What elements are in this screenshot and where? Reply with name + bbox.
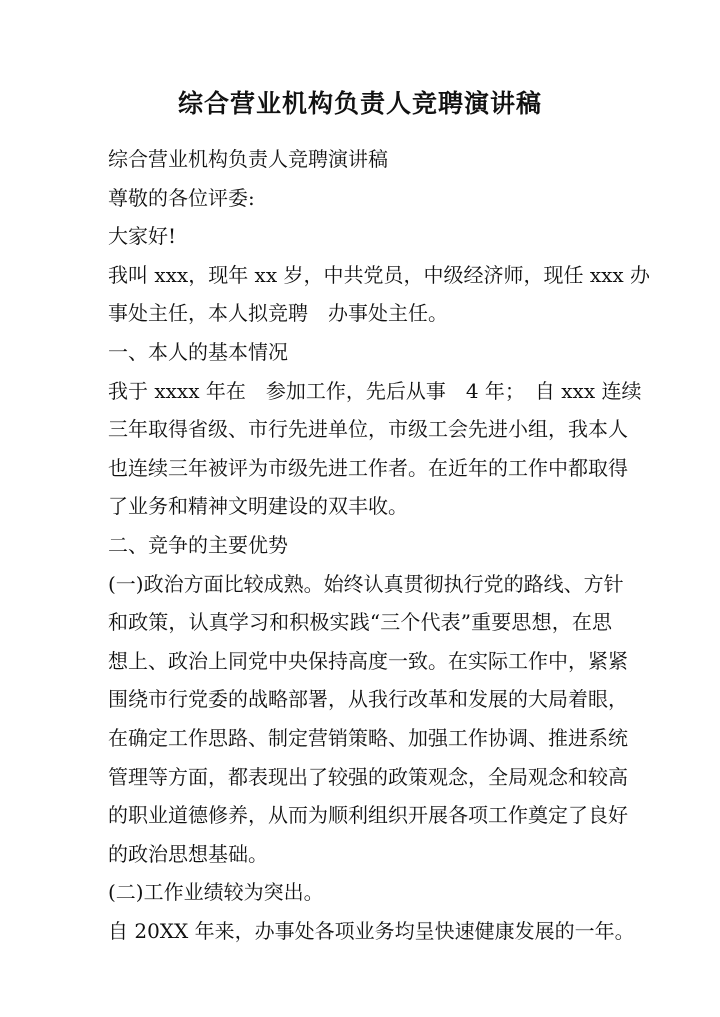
paragraph-line: 我于 xxxx 年在 参加工作，先后从事 4 年； 自 xxx 连续 — [108, 378, 642, 403]
paragraph-line: 了业务和精神文明建设的双丰收。 — [108, 494, 408, 519]
paragraph-line: (一)政治方面比较成熟。始终认真贯彻执行党的路线、方针 — [108, 571, 624, 596]
paragraph-line: 管理等方面，都表现出了较强的政策观念，全局观念和较高 — [108, 764, 628, 789]
document-title: 综合营业机构负责人竞聘演讲稿 — [177, 89, 542, 118]
paragraph-line: 围绕市行党委的战略部署，从我行改革和发展的大局着眼， — [108, 687, 628, 712]
greeting-line: 大家好! — [108, 224, 177, 249]
paragraph-line: 在确定工作思路、制定营销策略、加强工作协调、推进系统 — [108, 725, 628, 750]
section-heading: 二、竞争的主要优势 — [108, 532, 288, 557]
subtitle-line: 综合营业机构负责人竞聘演讲稿 — [108, 147, 388, 171]
paragraph-line: 我叫 xxx，现年 xx 岁，中共党员，中级经济师，现任 xxx 办 — [108, 262, 651, 287]
paragraph-line: 的政治思想基础。 — [108, 841, 268, 866]
section-heading: 一、本人的基本情况 — [108, 339, 288, 364]
document-body — [108, 140, 651, 950]
paragraph-line: 和政策，认真学习和积极实践“三个代表”重要思想，在思 — [108, 610, 612, 635]
salutation-line: 尊敬的各位评委: — [108, 185, 255, 210]
paragraph-line: 事处主任，本人拟竞聘 办事处主任。 — [108, 301, 448, 326]
paragraph-line: 也连续三年被评为市级先进工作者。在近年的工作中都取得 — [108, 455, 628, 480]
paragraph-line: 想上、政治上同党中央保持高度一致。在实际工作中，紧紧 — [108, 648, 628, 673]
paragraph-line: 自 20XX 年来，办事处各项业务均呈快速健康发展的一年。 — [108, 918, 635, 943]
subsection-heading: (二)工作业绩较为突出。 — [108, 880, 324, 905]
paragraph-line: 的职业道德修养，从而为顺利组织开展各项工作奠定了良好 — [108, 803, 628, 828]
paragraph-line: 三年取得省级、市行先进单位，市级工会先进小组，我本人 — [108, 417, 628, 442]
